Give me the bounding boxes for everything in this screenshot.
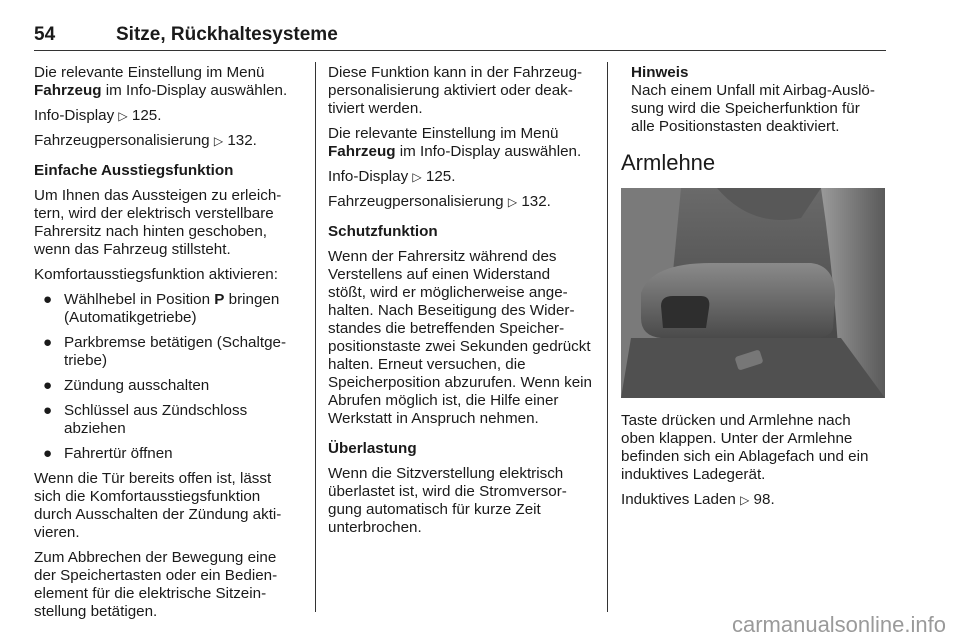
bullet-icon: ● [43, 445, 53, 462]
activate-text: Komfortausstiegsfunktion aktivieren: [34, 266, 278, 283]
bullet-icon: ● [43, 402, 53, 419]
watermark: carmanualsonline.info [731, 612, 946, 637]
column-3 [621, 64, 887, 516]
note-text: Nach einem Unfall mit Airbag-Auslö-sung wird die Speicherfunktion für alle Positionstasten deaktiviert. [631, 82, 875, 135]
bullet-icon: ● [43, 334, 53, 351]
list-item: ● Zündung ausschalten [43, 377, 210, 394]
list-item: ● Schlüssel aus Zündschloss abziehen [43, 402, 248, 437]
bullet-icon: ● [43, 377, 53, 394]
page-number: 54 [34, 24, 56, 45]
heading-protection: Schutzfunktion [328, 223, 438, 240]
ref-arrow-icon: ▷ [412, 170, 422, 184]
menu-instruction: Die relevante Einstellung im Menü Fahrzeug im Info-Display auswählen. [328, 125, 582, 160]
list-item: ● Wählhebel in Position P bringen (Automatikgetriebe) [43, 291, 280, 326]
ref-arrow-icon: ▷ [213, 134, 224, 148]
ref-arrow-icon: ▷ [507, 195, 518, 209]
menu-name: Fahrzeug [328, 143, 396, 160]
menu-instruction: Die relevante Einstellung im Menü Fahrzeug im Info-Display auswählen. [34, 64, 288, 99]
protection-text: Wenn der Fahrersitz während des Verstellens auf einen Widerstand stößt, wird er möglicherweise ange-halten. Nach Beseitigung des Wider-standes die betreffenden Speicher-positionstaste zwei Sekunden gedrückt halten. Erneut versuchen, die Speicherposition abzurufen. Wenn kein Abrufen möglich ist, die Hilfe einer Werkstatt in Anspruch nehmen. [328, 248, 592, 427]
note-box [621, 64, 887, 136]
abort-text: Zum Abbrechen der Bewegung eine der Speichertasten oder ein Bedien-element für die elektrische Sitzein-stellung betätigen. [34, 549, 278, 620]
heading-overload: Überlastung [328, 440, 417, 457]
ref-arrow-icon: ▷ [740, 493, 750, 507]
info-display-ref[interactable]: Info-Display ▷ 125. [34, 107, 162, 124]
info-display-ref[interactable]: Info-Display ▷ 125. [328, 168, 456, 185]
column-2 [328, 64, 592, 544]
armrest-text: Taste drücken und Armlehne nach oben klappen. Unter der Armlehne befinden sich ein Ablagefach und ein induktives Ladegerät. [621, 412, 869, 483]
page-header [34, 26, 886, 50]
menu-name: Fahrzeug [34, 82, 102, 99]
personalisation-ref[interactable]: Fahrzeugpersonalisierung ▷ 132. [328, 193, 551, 210]
ref-arrow-icon: ▷ [118, 109, 128, 123]
column-1 [34, 64, 302, 628]
page-title: Sitze, Rückhaltesysteme [116, 24, 338, 45]
bullet-icon: ● [43, 291, 53, 308]
personalisation-text: Diese Funktion kann in der Fahrzeug-personalisierung aktiviert oder deak-tiviert werden. [328, 64, 583, 117]
easy-exit-text: Um Ihnen das Aussteigen zu erleich-tern, wird der elektrisch verstellbare Fahrersitz nach hinten geschoben, wenn das Fahrzeug stillsteht. [34, 187, 282, 258]
armrest-photo [621, 188, 885, 398]
door-text: Wenn die Tür bereits offen ist, lässt sich die Komfortausstiegsfunktion durch Ausschalten der Zündung akti-vieren. [34, 470, 282, 541]
column-divider-1 [315, 62, 316, 612]
heading-easy-exit: Einfache Ausstiegsfunktion [34, 162, 234, 179]
section-title: Armlehne [621, 150, 716, 175]
personalisation-ref[interactable]: Fahrzeugpersonalisierung ▷ 132. [34, 132, 257, 149]
note-heading: Hinweis [631, 64, 689, 81]
column-divider-2 [607, 62, 608, 612]
list-item: ● Fahrertür öffnen [43, 445, 173, 462]
inductive-charging-ref[interactable]: Induktives Laden ▷ 98. [621, 491, 775, 508]
overload-text: Wenn die Sitzverstellung elektrisch überlastet ist, wird die Stromversor-gung automatisch für kurze Zeit unterbrochen. [328, 465, 567, 536]
list-item: ● Parkbremse betätigen (Schaltge-triebe) [43, 334, 287, 369]
header-rule [34, 50, 886, 51]
